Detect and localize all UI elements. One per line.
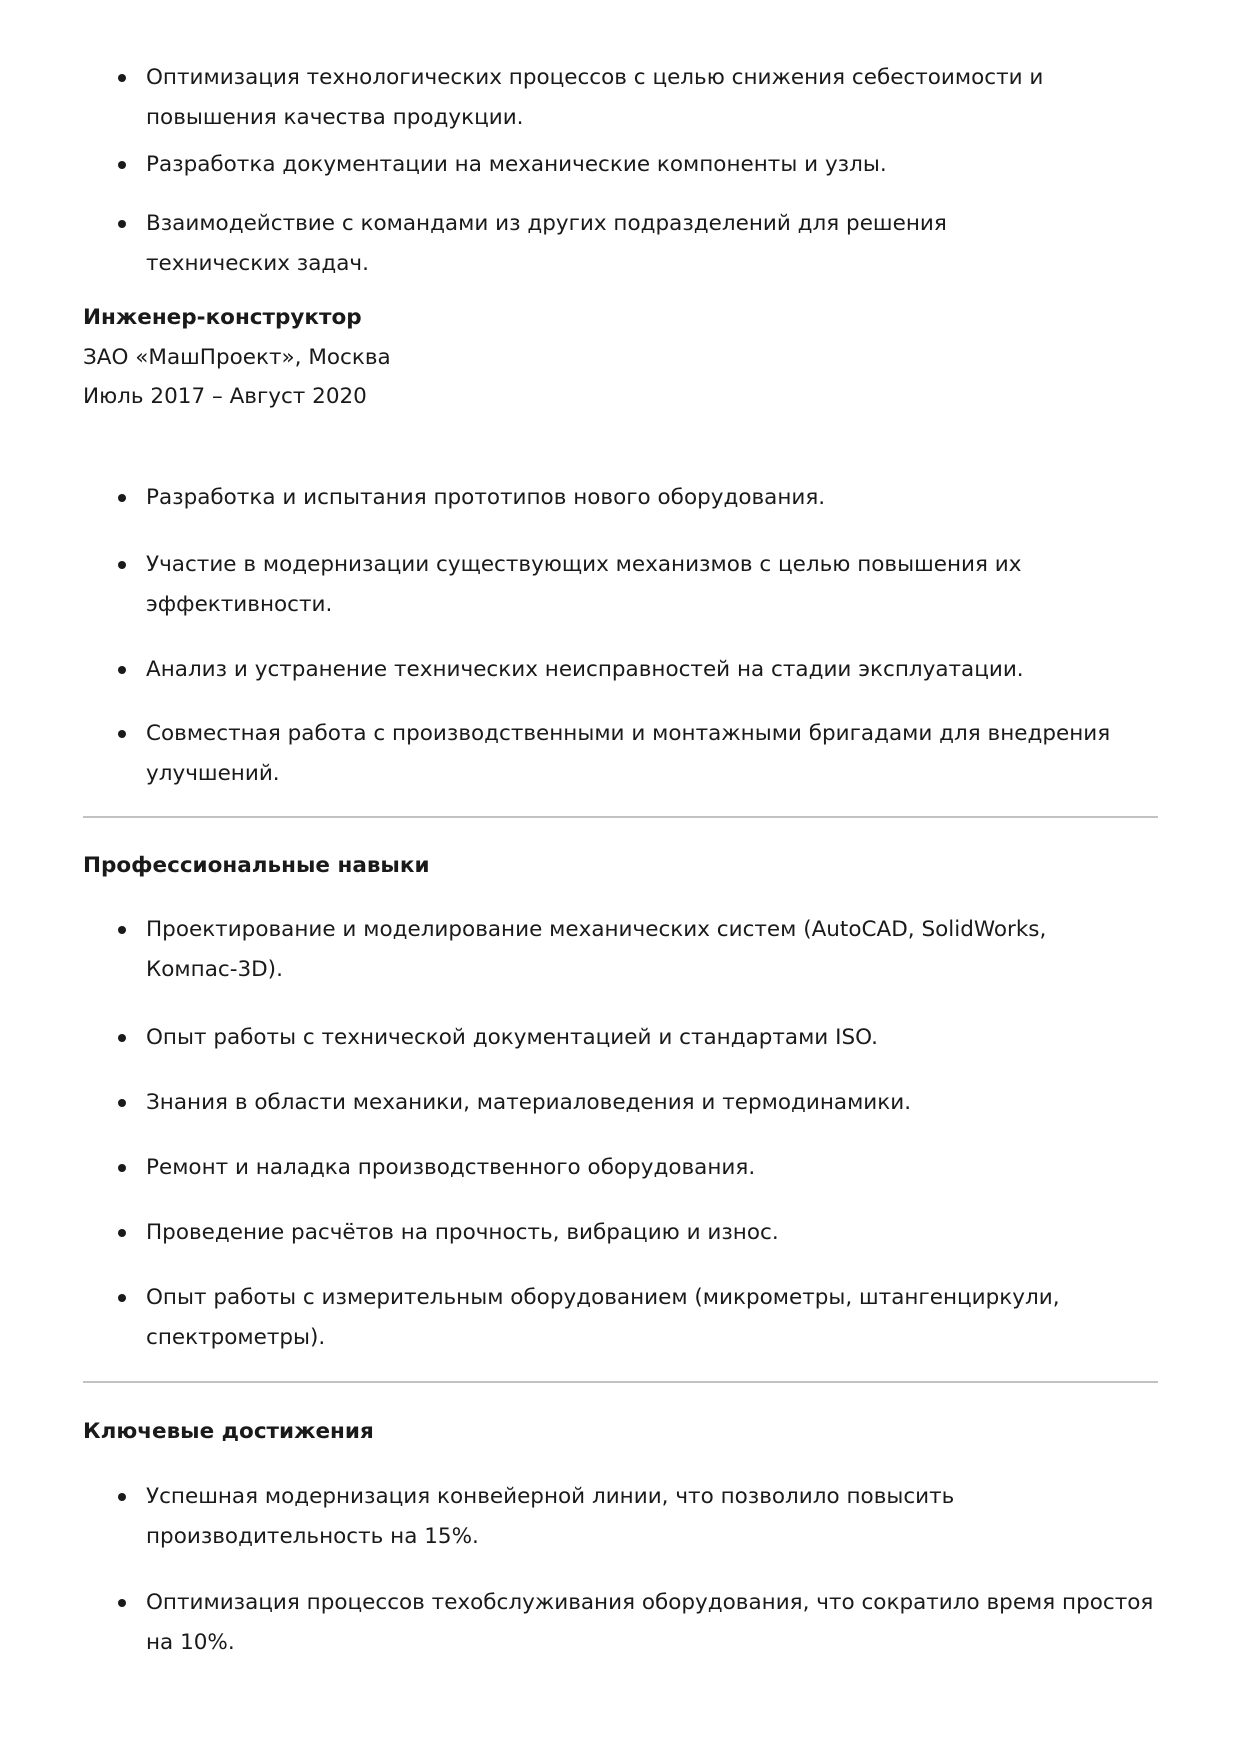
bullet-icon (118, 730, 126, 738)
skills-bullets-2 (83, 1018, 1158, 1058)
bullet-icon (118, 926, 126, 934)
job-bullets-2 (83, 545, 1158, 625)
bullet-icon (118, 561, 126, 569)
job-title: Инженер-конструктор (83, 305, 362, 330)
achievements-bullets (83, 1477, 1158, 1557)
bullet-icon (118, 494, 126, 502)
previous-job-bullets (83, 58, 1158, 138)
list-item: Проведение расчётов на прочность, вибрацию и износ. (83, 1213, 1158, 1253)
list-item: Знания в области механики, материаловедения и термодинамики. (83, 1083, 1158, 1123)
list-item: Разработка и испытания прототипов нового оборудования. (83, 478, 1158, 518)
bullet-icon (118, 1164, 126, 1172)
job-bullets-4 (83, 714, 1158, 794)
list-item: Совместная работа с производственными и монтажными бригадами для внедрения улучшений. (83, 714, 1206, 794)
skills-bullets-6 (83, 1278, 1158, 1358)
job-period: Июль 2017 – Август 2020 (83, 384, 367, 409)
job-bullets (83, 478, 1158, 518)
list-item: Оптимизация технологических процессов с целью снижения себестоимости и повышения качества продукции. (83, 58, 1076, 138)
list-item: Опыт работы с измерительным оборудованием (микрометры, штангенциркули, спектрометры). (83, 1278, 1166, 1358)
list-item: Проектирование и моделирование механических систем (AutoCAD, SolidWorks, Компас-3D). (83, 910, 1156, 990)
bullet-icon (118, 1294, 126, 1302)
skills-bullets-4 (83, 1148, 1158, 1188)
bullet-icon (118, 1599, 126, 1607)
list-item: Разработка документации на механические компоненты и узлы. (83, 145, 1158, 185)
skills-bullets-3 (83, 1083, 1158, 1123)
list-item: Опыт работы с технической документацией и стандартами ISO. (83, 1018, 1158, 1058)
bullet-icon (118, 74, 126, 82)
skills-bullets (83, 910, 1158, 990)
section-divider (83, 1381, 1158, 1383)
job-entry (83, 298, 1158, 416)
bullet-icon (118, 666, 126, 674)
job-company: ЗАО «МашПроект», Москва (83, 345, 391, 370)
list-item: Успешная модернизация конвейерной линии, что позволило повысить производительность на 15%. (83, 1477, 1066, 1557)
bullet-icon (118, 1034, 126, 1042)
bullet-icon (118, 220, 126, 228)
list-item: Ремонт и наладка производственного оборудования. (83, 1148, 1158, 1188)
bullet-icon (118, 161, 126, 169)
list-item: Участие в модернизации существующих механизмов с целью повышения их эффективности. (83, 545, 1086, 625)
bullet-icon (118, 1493, 126, 1501)
skills-bullets-5 (83, 1213, 1158, 1253)
job-bullets-3 (83, 650, 1158, 690)
section-title-skills: Профессиональные навыки (83, 853, 430, 878)
list-item: Анализ и устранение технических неисправностей на стадии эксплуатации. (83, 650, 1158, 690)
section-title-achievements: Ключевые достижения (83, 1419, 374, 1444)
list-item: Взаимодействие с командами из других подразделений для решения технических задач. (83, 204, 1096, 284)
bullet-icon (118, 1099, 126, 1107)
bullet-icon (118, 1229, 126, 1237)
previous-job-bullets-3 (83, 204, 1158, 284)
previous-job-bullets-2 (83, 145, 1158, 185)
section-divider (83, 816, 1158, 818)
list-item: Оптимизация процессов техобслуживания оборудования, что сократило время простоя на 10%. (83, 1583, 1166, 1663)
achievements-bullets-2 (83, 1583, 1158, 1663)
